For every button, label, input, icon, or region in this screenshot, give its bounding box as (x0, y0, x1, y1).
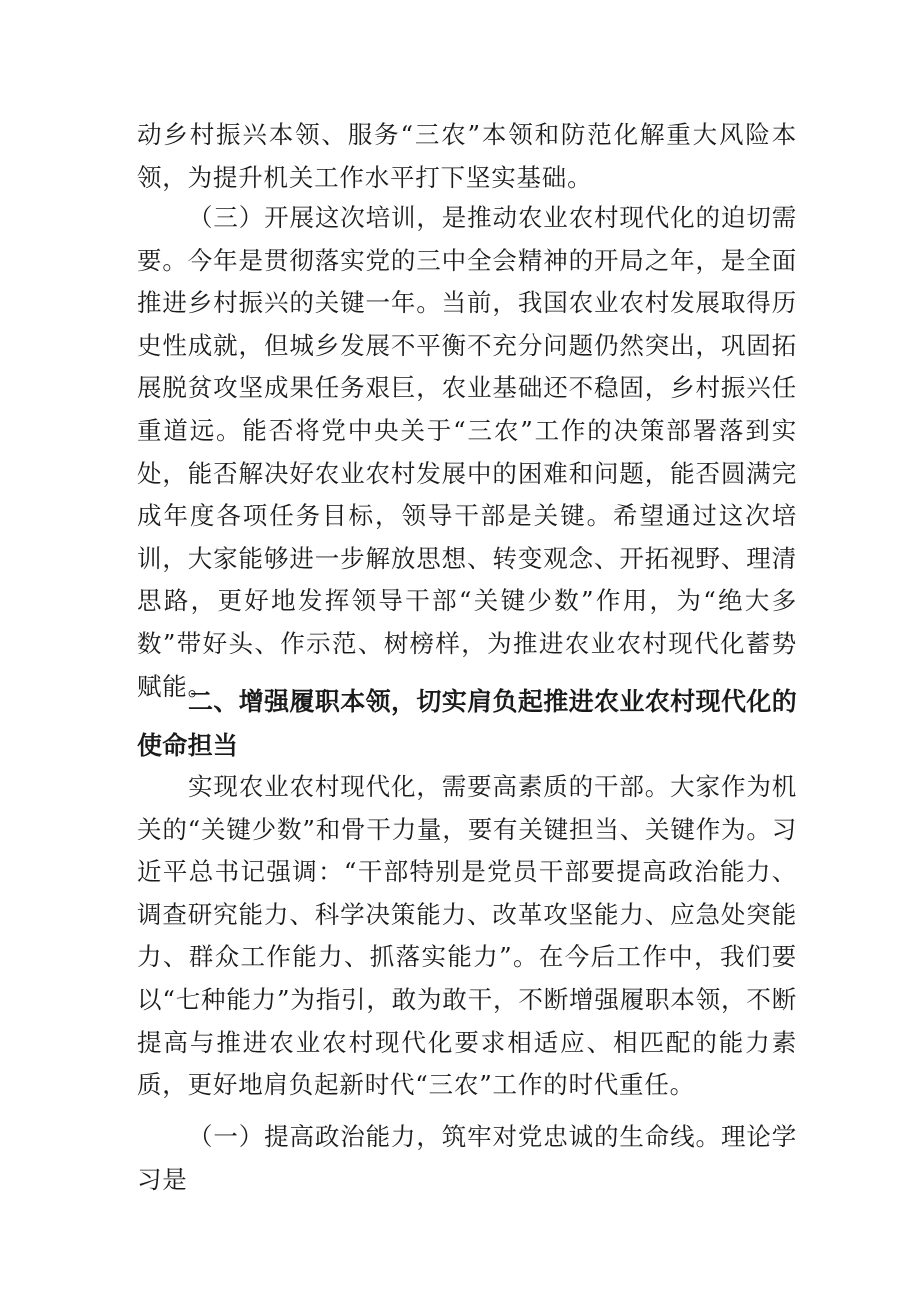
paragraph-sub-one: （一）提高政治能力，筑牢对党忠诚的生命线。理论学习是 (137, 1122, 797, 1194)
paragraph-section-three: （三）开展这次培训，是推动农业农村现代化的迫切需要。今年是贯彻落实党的三中全会精神的开局之年，是全面推进乡村振兴的关键一年。当前，我国农业农村发展取得历史性成就，但城乡发展不平衡不充分问题仍然突出，巩固拓展脱贫攻坚成果任务艰巨，农业基础还不稳固，乡村振兴任重道远。能否将党中央关于“三农”工作的决策部署落到实处，能否解决好农业农村发展中的困难和问题，能否圆满完成年度各项任务目标，领导干部是关键。希望通过这次培训，大家能够进一步解放思想、转变观念、开拓视野、理清思路，更好地发挥领导干部“关键少数”作用，为“绝大多数”带好头、作示范、树榜样，为推进农业农村现代化蓄势赋能。 (137, 203, 797, 701)
paragraph-continuation: 动乡村振兴本领、服务“三农”本领和防范化解重大风险本领，为提升机关工作水平打下坚实基础。 (137, 120, 797, 192)
section-heading-two: 二、增强履职本领，切实肩负起推进农业农村现代化的使命担当 (137, 687, 797, 760)
paragraph-main: 实现农业农村现代化，需要高素质的干部。大家作为机关的“关键少数”和骨干力量，要有关键担当、关键作为。习近平总书记强调：“干部特别是党员干部要提高政治能力、调查研究能力、科学决策能力、改革攻坚能力、应急处突能力、群众工作能力、抓落实能力”。在今后工作中，我们要以“七种能力”为指引，敢为敢干，不断增强履职本领，不断提高与推进农业农村现代化要求相适应、相匹配的能力素质，更好地肩负起新时代“三农”工作的时代重任。 (137, 772, 797, 1100)
